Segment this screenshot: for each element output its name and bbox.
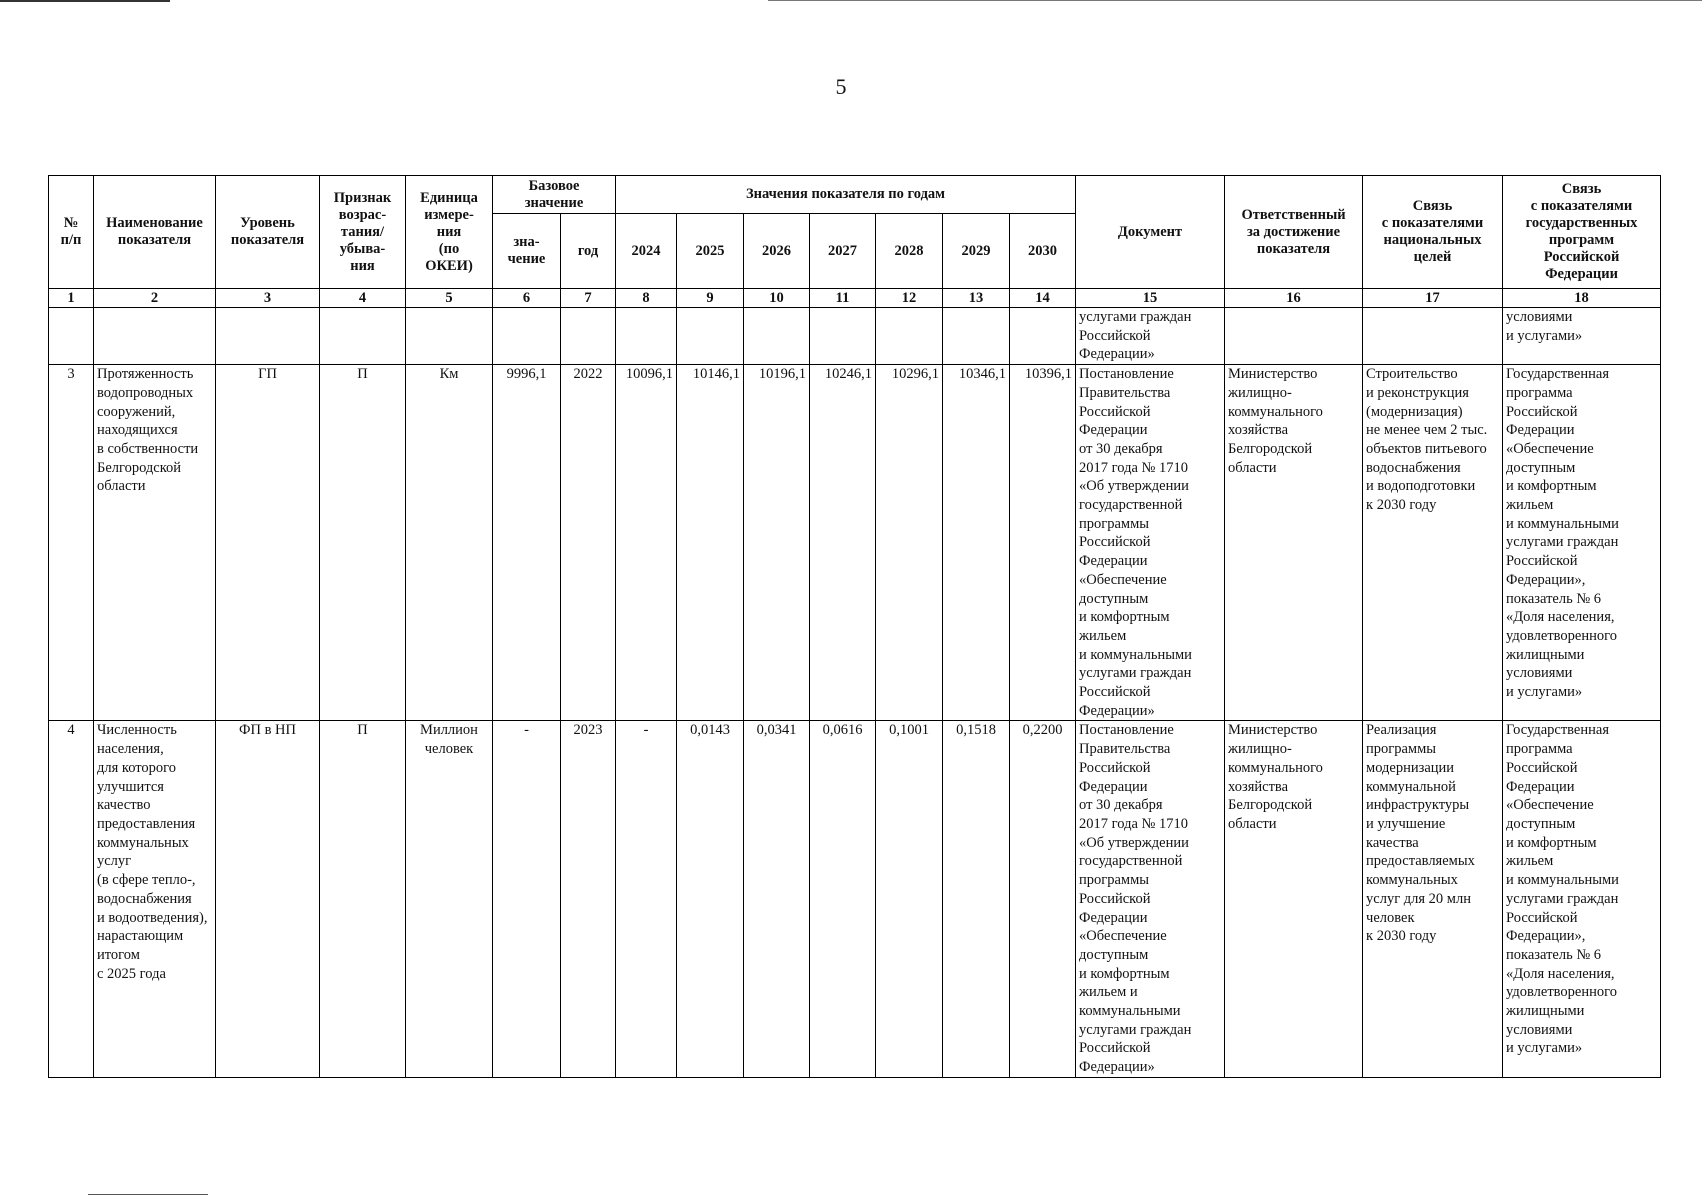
value-2028: 0,1001 <box>876 721 943 1077</box>
base-value: - <box>493 721 561 1077</box>
indicator-trend: П <box>320 365 406 721</box>
value-2029: 10346,1 <box>943 365 1010 721</box>
row-number: 4 <box>49 721 94 1077</box>
column-number: 10 <box>744 289 810 308</box>
header-year-2027: 2027 <box>810 214 876 289</box>
column-number: 16 <box>1225 289 1363 308</box>
value-2026: 10196,1 <box>744 365 810 721</box>
value-2027: 0,0616 <box>810 721 876 1077</box>
header-link-state: Связь с показателями государственных программ Российской Федерации <box>1503 176 1661 289</box>
column-number: 5 <box>406 289 493 308</box>
scan-edge-line <box>768 0 1702 1</box>
indicator-unit: Км <box>406 365 493 721</box>
column-number: 1 <box>49 289 94 308</box>
header-name: Наименование показателя <box>94 176 216 289</box>
header-year-2028: 2028 <box>876 214 943 289</box>
header-year-2025: 2025 <box>677 214 744 289</box>
column-number: 11 <box>810 289 876 308</box>
table-row <box>49 365 1661 721</box>
base-year: 2023 <box>561 721 616 1077</box>
scan-edge-line <box>0 0 170 2</box>
column-number: 18 <box>1503 289 1661 308</box>
column-number: 3 <box>216 289 320 308</box>
value-2029: 0,1518 <box>943 721 1010 1077</box>
header-no: № п/п <box>49 176 94 289</box>
value-2030: 10396,1 <box>1010 365 1076 721</box>
continuation-link-state: условиями и услугами» <box>1503 308 1661 365</box>
value-2024: - <box>616 721 677 1077</box>
link-national-goals: Реализация программы модернизации коммунальной инфраструктуры и улучшение качества предоставляемых коммунальных услуг для 20 млн человек к 2030 году <box>1363 721 1503 1077</box>
column-number: 9 <box>677 289 744 308</box>
base-year: 2022 <box>561 365 616 721</box>
header-level: Уровень показателя <box>216 176 320 289</box>
responsible-body: Министерство жилищно- коммунального хозяйства Белгородской области <box>1225 721 1363 1077</box>
column-number: 14 <box>1010 289 1076 308</box>
link-national-goals: Строительство и реконструкция (модернизация) не менее чем 2 тыс. объектов питьевого водоснабжения и водоподготовки к 2030 году <box>1363 365 1503 721</box>
indicators-table <box>48 175 1661 1078</box>
column-number: 2 <box>94 289 216 308</box>
header-base-year: год <box>561 214 616 289</box>
value-2026: 0,0341 <box>744 721 810 1077</box>
column-number: 13 <box>943 289 1010 308</box>
column-number: 6 <box>493 289 561 308</box>
column-number: 8 <box>616 289 677 308</box>
value-2030: 0,2200 <box>1010 721 1076 1077</box>
header-responsible: Ответственный за достижение показателя <box>1225 176 1363 289</box>
document-reference: Постановление Правительства Российской Федерации от 30 декабря 2017 года № 1710 «Об утверждении государственной программы Российской Федерации «Обеспечение доступным и комфортным жильем и коммунальными услугами граждан Российской Федерации» <box>1076 721 1225 1077</box>
link-state-programs: Государственная программа Российской Федерации «Обеспечение доступным и комфортным жильем и коммунальными услугами граждан Российской Федерации», показатель № 6 «Доля населения, удовлетворенного жилищными условиями и услугами» <box>1503 721 1661 1077</box>
indicator-level: ФП в НП <box>216 721 320 1077</box>
header-trend: Признак возрас- тания/ убыва- ния <box>320 176 406 289</box>
document-reference: Постановление Правительства Российской Федерации от 30 декабря 2017 года № 1710 «Об утверждении государственной программы Российской Федерации «Обеспечение доступным и комфортным жильем и коммунальными услугами граждан Российской Федерации» <box>1076 365 1225 721</box>
scan-edge-line <box>88 1194 208 1195</box>
column-number: 4 <box>320 289 406 308</box>
table-row <box>49 721 1661 1077</box>
indicator-unit: Миллион человек <box>406 721 493 1077</box>
header-document: Документ <box>1076 176 1225 289</box>
header-year-2024: 2024 <box>616 214 677 289</box>
column-number: 15 <box>1076 289 1225 308</box>
column-number: 17 <box>1363 289 1503 308</box>
header-base-value: зна- чение <box>493 214 561 289</box>
page-number: 5 <box>835 74 847 99</box>
continuation-row <box>49 308 1661 365</box>
value-2028: 10296,1 <box>876 365 943 721</box>
value-2024: 10096,1 <box>616 365 677 721</box>
column-number: 12 <box>876 289 943 308</box>
header-link-national: Связь с показателями национальных целей <box>1363 176 1503 289</box>
header-year-2029: 2029 <box>943 214 1010 289</box>
header-year-2030: 2030 <box>1010 214 1076 289</box>
header-unit: Единица измере- ния (по ОКЕИ) <box>406 176 493 289</box>
column-number-row <box>49 289 1661 308</box>
indicator-trend: П <box>320 721 406 1077</box>
indicator-name: Протяженность водопроводных сооружений, находящихся в собственности Белгородской области <box>94 365 216 721</box>
header-year-2026: 2026 <box>744 214 810 289</box>
column-number: 7 <box>561 289 616 308</box>
indicator-name: Численность населения, для которого улучшится качество предоставления коммунальных услуг (в сфере тепло-, водоснабжения и водоотведения), нарастающим итогом с 2025 года <box>94 721 216 1077</box>
indicator-level: ГП <box>216 365 320 721</box>
continuation-document: услугами граждан Российской Федерации» <box>1076 308 1225 365</box>
value-2027: 10246,1 <box>810 365 876 721</box>
value-2025: 10146,1 <box>677 365 744 721</box>
row-number: 3 <box>49 365 94 721</box>
responsible-body: Министерство жилищно- коммунального хозяйства Белгородской области <box>1225 365 1363 721</box>
header-years-group: Значения показателя по годам <box>616 176 1076 214</box>
value-2025: 0,0143 <box>677 721 744 1077</box>
base-value: 9996,1 <box>493 365 561 721</box>
link-state-programs: Государственная программа Российской Федерации «Обеспечение доступным и комфортным жильем и коммунальными услугами граждан Российской Федерации», показатель № 6 «Доля населения, удовлетворенного жилищными условиями и услугами» <box>1503 365 1661 721</box>
header-base-group: Базовое значение <box>493 176 616 214</box>
